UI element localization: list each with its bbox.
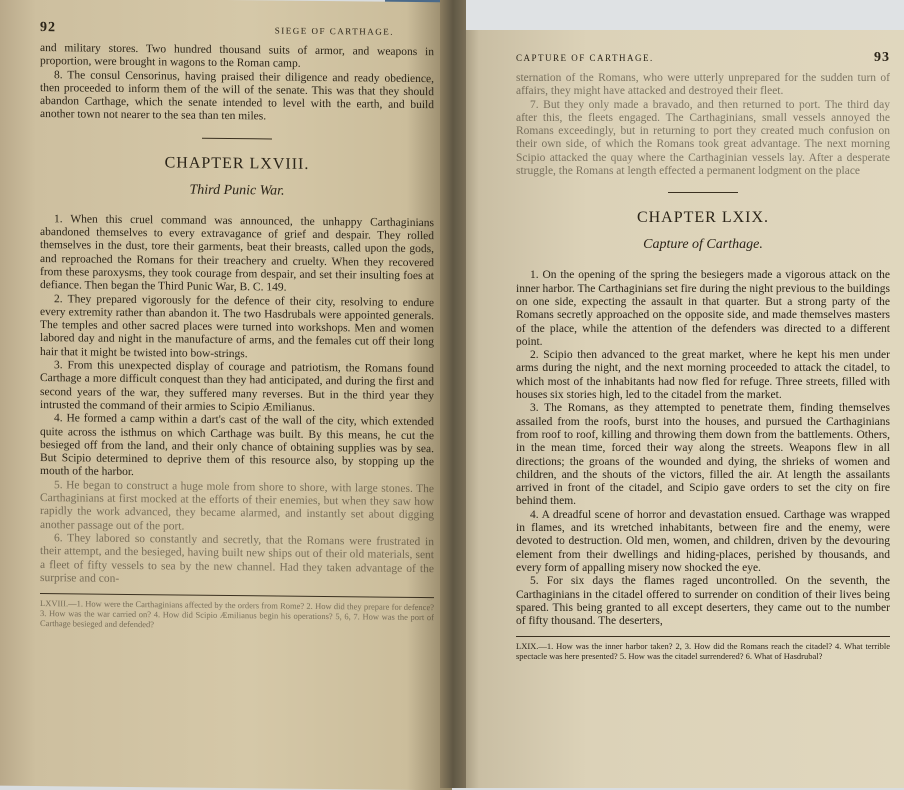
book-gutter [440,0,466,788]
section-divider [668,192,738,193]
left-running-head [40,20,434,40]
footnote-divider [516,636,890,637]
left-running-title: SIEGE OF CARTHAGE. [274,25,394,37]
section-divider [202,138,272,140]
chapter-subtitle: Third Punic War. [189,182,285,199]
chapter-paragraph: 2. Scipio then advanced to the great market, where he kept his men under arms during the night, and the next morning proceeded to attack the citadel, to which most of the inhabitants had now fled for refuge. Three streets, filled with houses six stories high, led to the citadel from the market. [516,349,890,402]
chapter-paragraph: 4. He formed a camp within a dart's cast of the wall of the city, which extended quite across the isthmus on which Carthage was built. By this means, he cut the besieged off from the land, and their only chance of obtaining supplies was by sea. But Scipio determined to deprive them of this resource also, by stopping up the mouth of the harbor. [40,412,434,479]
chapter-paragraph: 3. The Romans, as they attempted to penetrate them, finding themselves assailed from the roofs, burst into the houses, and pursued the Carthaginians from roof to roof, killing and throwing them down from the battlements. Others, in the mean time, forced their way along the streets. Weapons flew in all directions; the groans of the wounded and dying, the shrieks of women and children, and the shouts of the victors, filled the air. At length the assailants arrived in front of the citadel, and Scipio gave orders to set the city on fire behind them. [516,402,890,508]
background-surface [452,0,904,32]
footnote-questions: LXVIII.—1. How were the Carthaginians affected by the orders from Rome? 2. How did they prepare for defence? 3. How was the war carried on? 4. How did Scipio Æmilianus begin his operations? 5, 6, 7. How was the port of Carthage besieged and defended? [40,598,434,630]
chapter-heading: CHAPTER LXVIII. [164,154,310,173]
chapter-paragraph: 2. They prepared vigorously for the defence of their city, resolving to endure every extremity rather than abandon it. The two Hasdrubals were appointed generals. The temples and other sacred places were turned into workshops. Men and women labored day and night in the manufacture of arms, and the females cut off their long hair that it might be twisted into bow-strings. [40,292,434,360]
chapter-paragraph: 1. On the opening of the spring the besiegers made a vigorous attack on the inner harbor. The Carthaginians set fire during the night previous to the buildings on one side, expecting the assault in that quarter. But a strong party of the Romans secretly approached on the opposite side, and made themselves masters of the place, while the attention of the defenders was directed to a different point. [516,269,890,348]
right-paragraph: 7. But they only made a bravado, and then returned to port. The third day after this, the fleets engaged. The Carthaginians, small vessels annoyed the Romans exceedingly, but in returning to port they created much confusion on their own side, of which the Romans took great advantage. The next morning Scipio attacked the quay where the Carthaginian vessels lay. After a desperate struggle, the Romans at length effected a permanent lodgment on the place [516,98,890,178]
chapter-paragraph: 1. When this cruel command was announced, the unhappy Carthaginians abandoned themselves to every extravagance of grief and despair. They rolled themselves in the dust, tore their garments, beat their breasts, called upon the gods, and reproached the Romans for their treachery and cruelty. When they recovered from these paroxysms, they took courage from despair, and set their insulting foes at defiance. Then began the Third Punic War, B. C. 149. [40,212,434,294]
footnote-questions: LXIX.—1. How was the inner harbor taken? 2, 3. How did the Romans reach the citadel? 4. What terrible spectacle was here presented? 5. How was the citadel surrendered? 6. What of Hasdrubal? [516,641,890,662]
right-page [452,30,904,788]
chapter-paragraph: 3. From this unexpected display of courage and patriotism, the Romans found Carthage a more difficult conquest than they had anticipated, and during the first and second years of the war, they suffered many reverses. But in the third year they intrusted the command of their armies to Scipio Æmilianus. [40,359,434,414]
chapter-subtitle: Capture of Carthage. [643,237,763,253]
footnote-divider [40,593,434,598]
right-running-head [516,50,890,66]
left-paragraph: and military stores. Two hundred thousand suits of armor, and weapons in proportion, were brought in wagons to the Roman camp. [40,42,434,71]
right-running-title: CAPTURE OF CARTHAGE. [516,53,654,63]
chapter-paragraph: 6. They labored so constantly and secretly, that the Romans were frustrated in their attempt, and the besieged, having built new ships out of their old materials, sent a fleet of fifty vessels to sea by the new channel. Had they taken advantage of the surprise and con- [40,532,434,585]
left-paragraph: 8. The consul Censorinus, having praised their diligence and ready obedience, then proceeded to inform them of the will of the senate. This was that they should abandon Carthage, which the senate intended to level with the earth, and build another town not nearer to the sea than ten miles. [40,68,434,123]
left-page-number: 92 [40,20,56,36]
chapter-paragraph: 5. He began to construct a huge mole from shore to shore, with large stones. The Carthaginians at first mocked at the efforts of their enemies, but when they saw how rapidly the work advanced, they became alarmed, and instantly set about digging another passage out of the port. [40,478,434,533]
chapter-paragraph: 5. For six days the flames raged uncontrolled. On the seventh, the Carthaginians in the citadel offered to surrender on condition of their lives being spared. This being granted to all except deserters, they came out to the number of fifty thousand. The deserters, [516,575,890,628]
right-page-number: 93 [874,50,890,65]
chapter-heading: CHAPTER LXIX. [636,209,770,227]
right-paragraph: sternation of the Romans, who were utterly unprepared for the sudden turn of affairs, they might have attacked and destroyed their fleet. [516,72,890,98]
chapter-paragraph: 4. A dreadful scene of horror and devastation ensued. Carthage was wrapped in flames, and its wretched inhabitants, between fire and the enemy, were devoted to destruction. Old men, women, and children, driven by the devouring element from their dwellings and hiding-places, perished by thousands, and every form of appalling misery now shocked the eye. [516,508,890,574]
